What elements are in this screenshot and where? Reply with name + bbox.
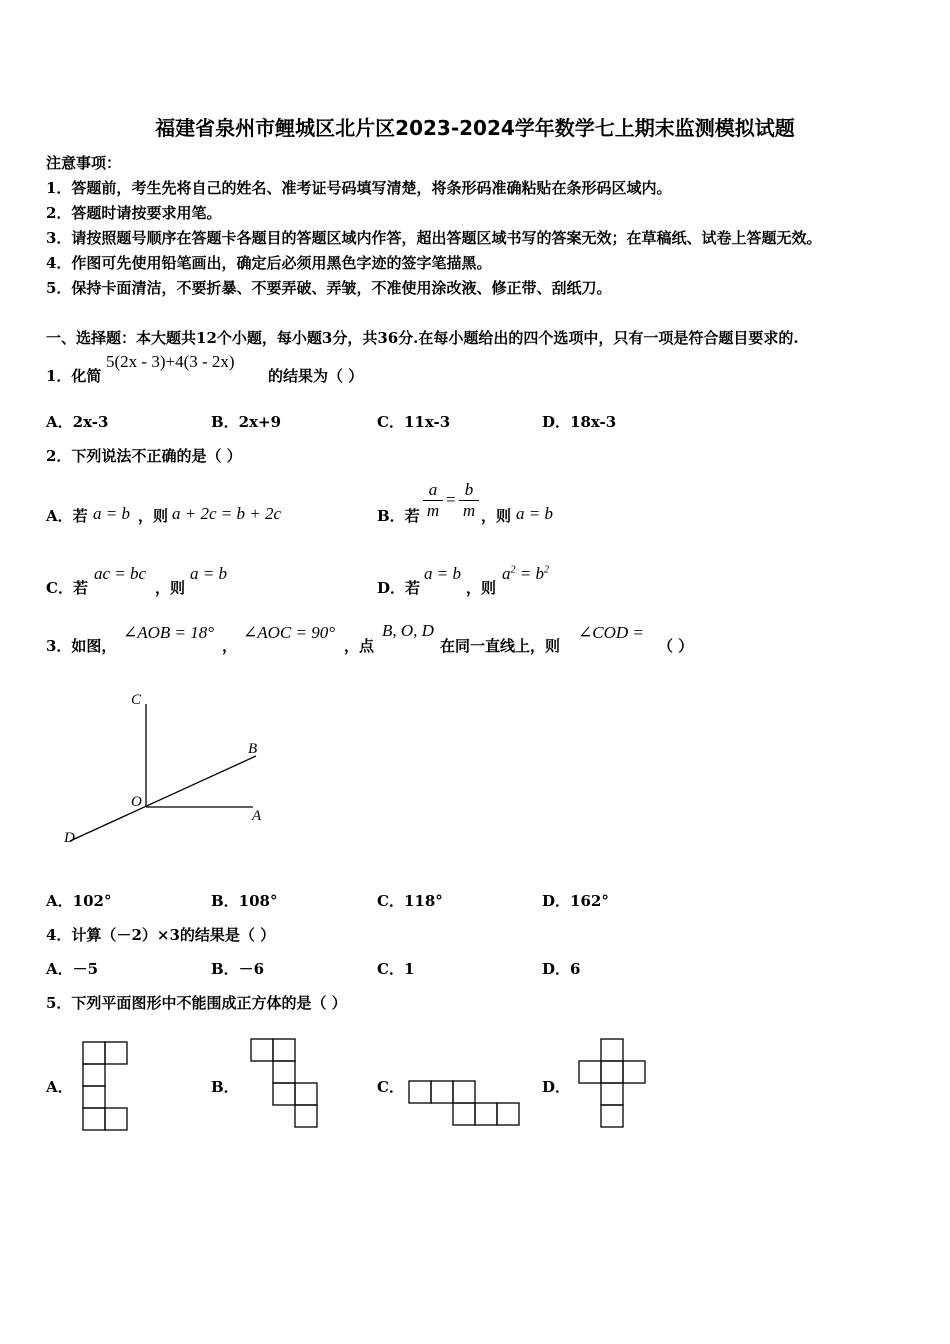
q3-prefix: 3．如图， [46,637,117,655]
math-base: a [502,564,511,583]
q2-option-b-eq: = [446,490,456,509]
line-bd [70,756,256,841]
q3-points: B, O, D [382,621,434,640]
q2-option-c-result: a = b [190,564,227,583]
q2-option-a-mid: ，则 [138,507,169,525]
q5-option-b-label: B． [211,1078,239,1096]
page-title: 福建省泉州市鲤城区北片区2023-2024学年数学七上期末监测模拟试题 [155,116,795,140]
point-label-b: B [248,741,258,757]
q2-option-a-prefix: A．若 [46,507,88,525]
q2-option-a-result: a + 2c = b + 2c [172,504,282,523]
point-label-a: A [252,808,262,824]
q3-angle-figure [55,690,285,860]
q5-option-d-label: D． [542,1078,571,1096]
q1-option-b: B．2x+9 [211,413,282,431]
notice-item: 3．请按照题号顺序在答题卡各题目的答题区域内作答，超出答题区域书写的答案无效；在草稿纸、试卷上答题无效。 [46,229,822,247]
point-label-c: C [131,692,142,708]
q1-prefix: 1．化简 [46,367,102,385]
cube-net-c [408,1080,528,1130]
q2-stem: 2．下列说法不正确的是（ ） [46,447,242,465]
cube-net-a [82,1040,132,1135]
q3-option-d: D．162° [542,892,609,910]
q3-angle-aob: ∠AOB = 18° [123,623,215,642]
notice-item: 2．答题时请按要求用笔。 [46,204,222,222]
q2-option-b-fraction [459,480,479,521]
q3-option-b: B．108° [211,892,278,910]
q2-option-b-fraction [423,480,443,521]
q3-option-a: A．102° [46,892,112,910]
q2-option-d-result [502,564,549,584]
q5-option-c-label: C． [377,1078,404,1096]
notice-item: 1．答题前，考生先将自己的姓名、准考证号码填写清楚，将条形码准确粘贴在条形码区域内。 [46,179,672,197]
q5-option-a-label: A． [46,1078,73,1096]
q1-option-c: C．11x-3 [377,413,451,431]
frac-numerator: b [459,480,479,501]
cube-net-d [578,1037,653,1132]
notice-heading: 注意事项： [46,154,122,172]
q2-option-d-prefix: D．若 [377,579,421,597]
math-exponent: 2 [510,564,516,576]
q1-expression: 5(2x - 3)+4(3 - 2x) [106,352,235,371]
math-equals: = b [515,564,544,583]
q4-stem: 4．计算（－2）×3的结果是（ ） [46,926,276,944]
q1-suffix: 的结果为（ ） [268,367,364,385]
frac-denominator: m [426,501,440,520]
notice-item: 5．保持卡面清洁，不要折暴、不要弄破、弄皱，不准使用涂改液、修正带、刮纸刀。 [46,279,612,297]
q4-option-b: B．－6 [211,960,265,978]
q4-option-c: C．1 [377,960,415,978]
q3-suffix: （ ） [658,637,694,655]
q2-option-d-mid: ，则 [466,579,497,597]
q2-option-c-cond: ac = bc [94,564,147,583]
cube-net-b [250,1037,325,1132]
q4-option-d: D．6 [542,960,581,978]
q3-angle-aoc: ∠AOC = 90° [243,623,336,642]
q3-sep: ， [222,637,238,655]
frac-numerator: a [423,480,443,501]
q5-stem: 5．下列平面图形中不能围成正方体的是（ ） [46,994,347,1012]
q3-mid: 在同一直线上，则 [440,637,561,655]
q3-option-c: C．118° [377,892,443,910]
frac-denominator: m [462,501,476,520]
math-exponent: 2 [543,564,549,576]
q2-option-d-cond: a = b [424,564,461,583]
q1-option-d: D．18x-3 [542,413,617,431]
q2-option-a-cond: a = b [93,504,130,523]
q2-option-b-result: a = b [516,504,553,523]
q3-angle-cod: ∠COD = [578,623,644,642]
section-heading: 一、选择题：本大题共12个小题，每小题3分，共36分.在每小题给出的四个选项中，只有一项是符合题目要求的. [46,329,799,347]
q4-option-a: A．－5 [46,960,99,978]
q2-option-c-prefix: C．若 [46,579,88,597]
q1-option-a: A．2x-3 [46,413,109,431]
notice-item: 4．作图可先使用铅笔画出，确定后必须用黑色字迹的签字笔描黑。 [46,254,492,272]
q2-option-b-mid: ，则 [481,507,512,525]
q3-sep: ，点 [344,637,375,655]
point-label-d: D [64,830,75,846]
point-label-o: O [131,794,142,810]
q2-option-c-mid: ，则 [155,579,186,597]
q2-option-b-prefix: B．若 [377,507,420,525]
